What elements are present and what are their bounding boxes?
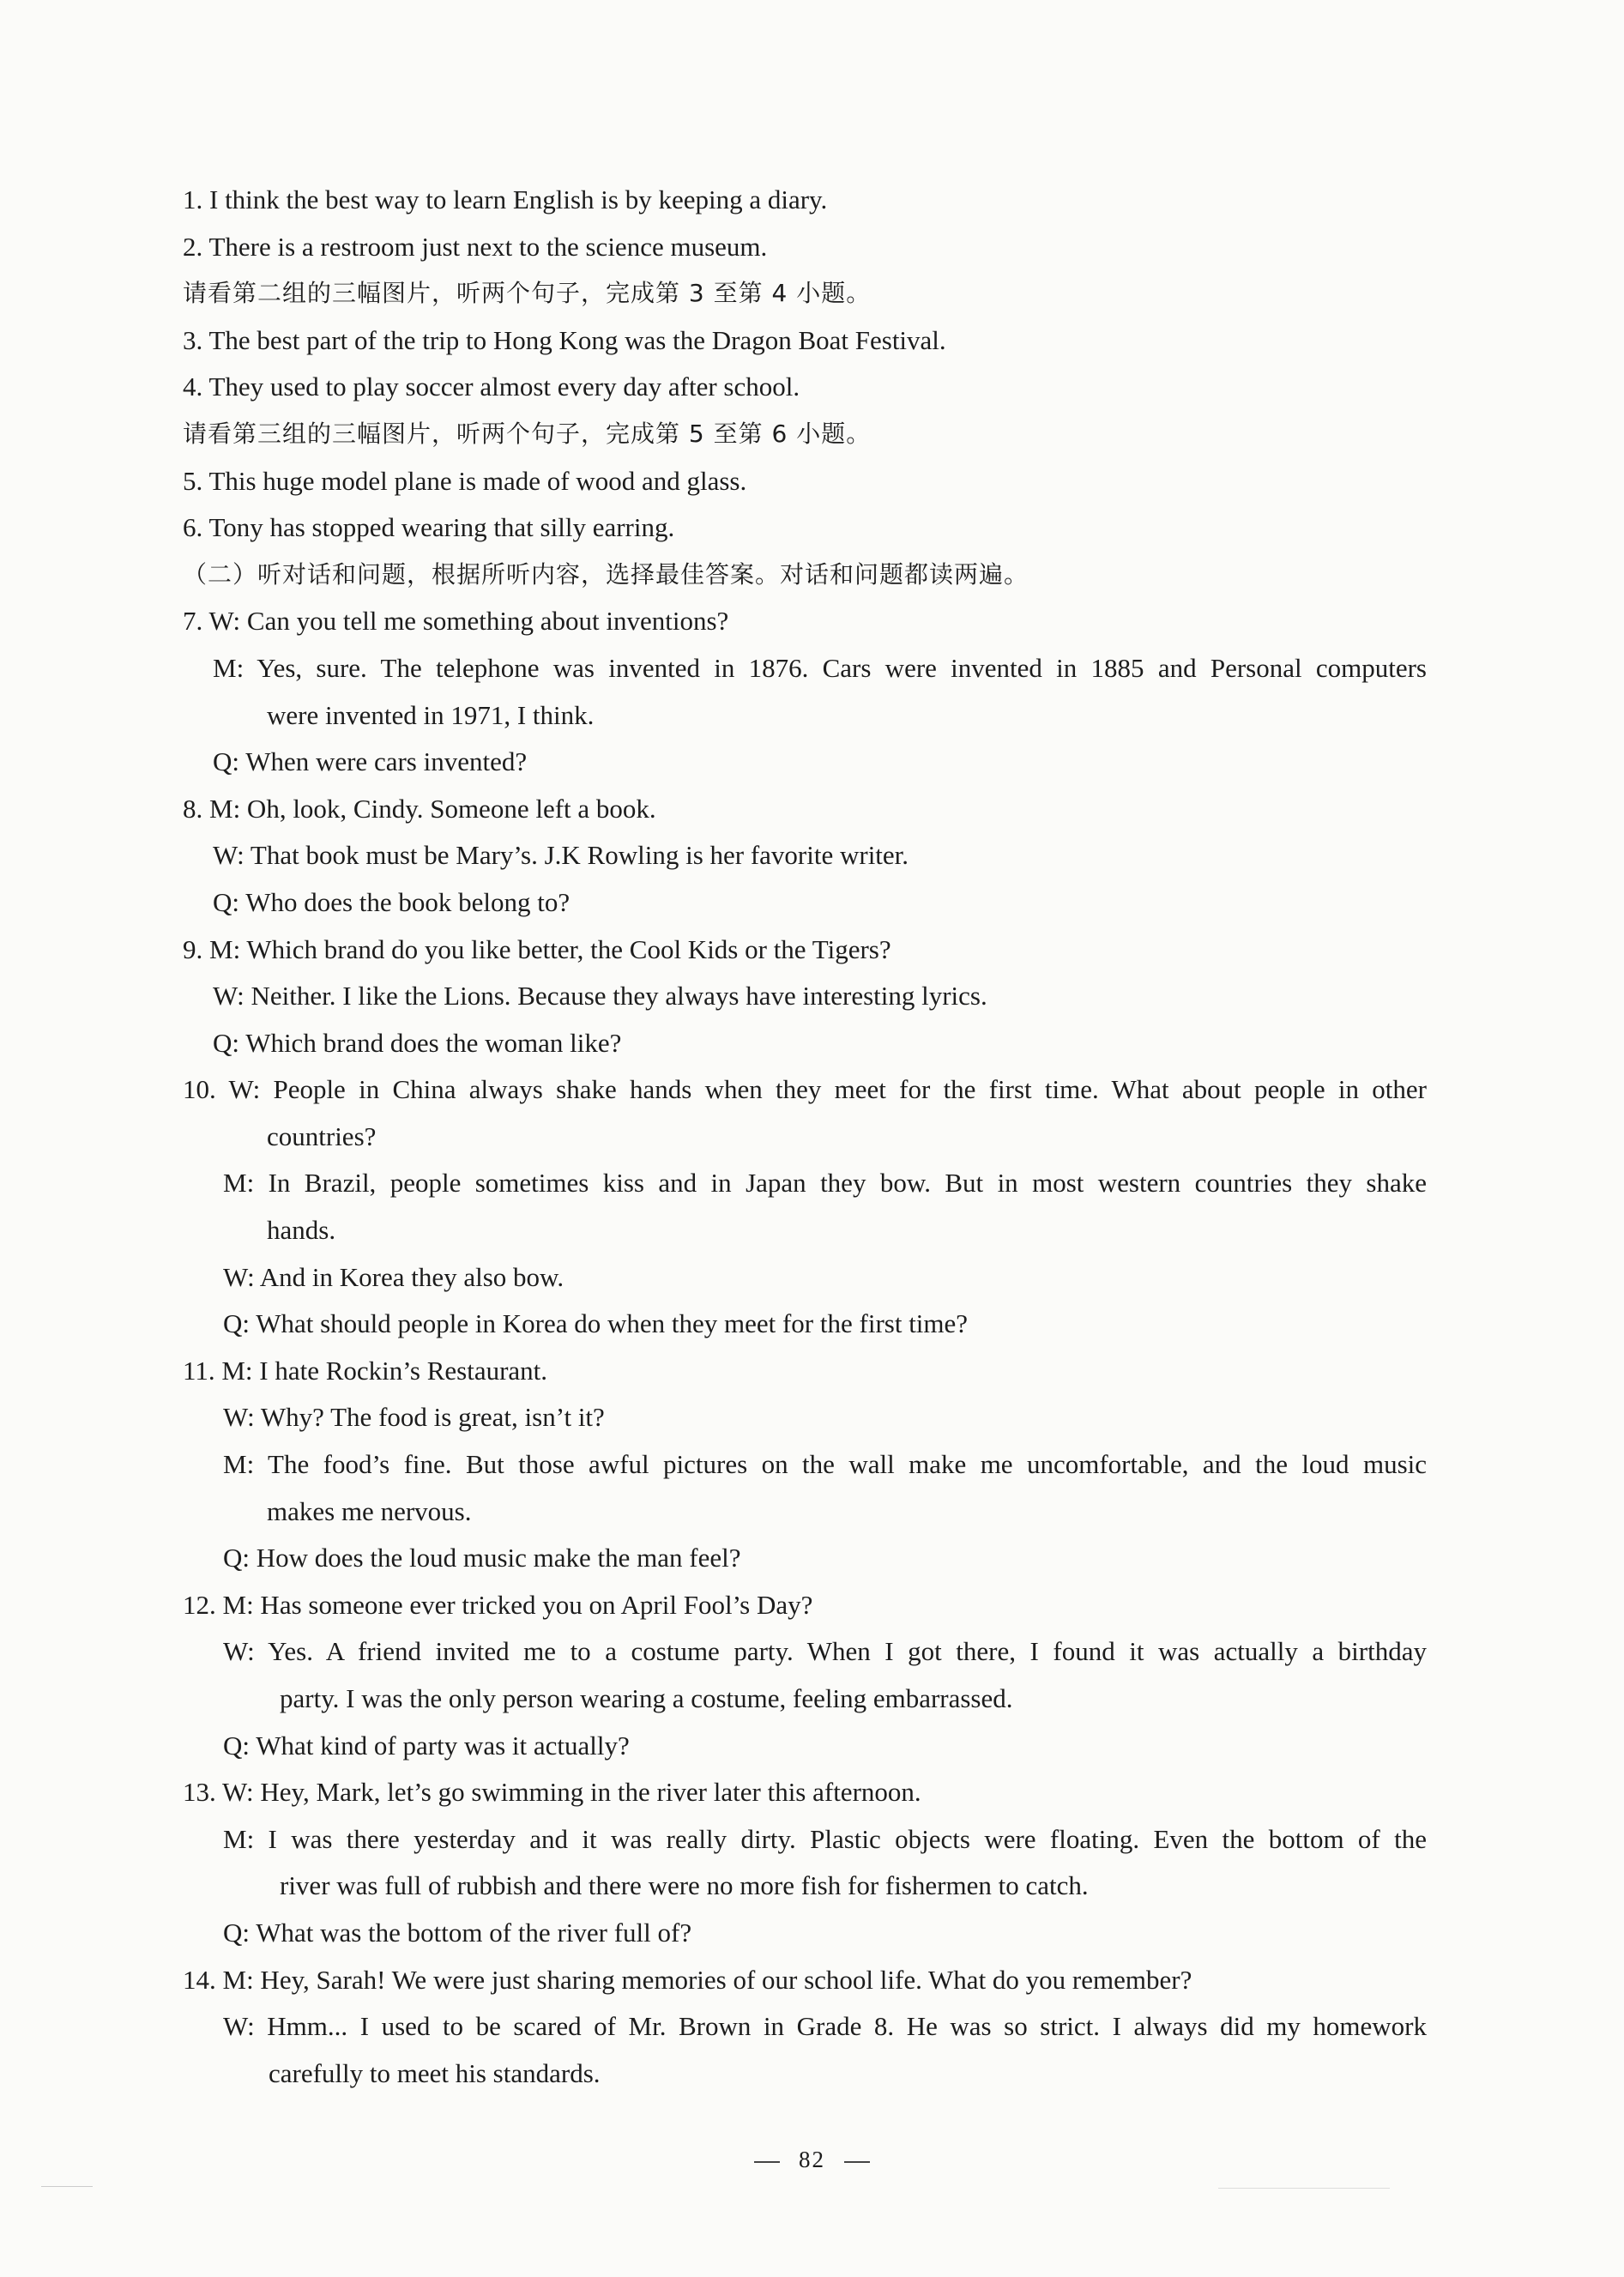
dialog-12-q: Q: What kind of party was it actually? bbox=[223, 1730, 630, 1761]
dialog-7-q: Q: When were cars invented? bbox=[213, 746, 528, 777]
section-2-heading: （二）听对话和问题，根据所听内容，选择最佳答案。对话和问题都读两遍。 bbox=[183, 559, 1029, 589]
dialog-10-q: Q: What should people in Korea do when they meet for the first time? bbox=[223, 1308, 969, 1339]
dialog-13-m: M: I was there yesterday and it was really dirty. Plastic objects were floating. Even the bottom of the bbox=[223, 1823, 1427, 1854]
sentence-1: 1. I think the best way to learn English is by keeping a diary. bbox=[183, 184, 828, 214]
dialog-7-m-cont: were invented in 1971, I think. bbox=[267, 699, 595, 730]
sentence-4: 4. They used to play soccer almost every day after school. bbox=[183, 371, 800, 402]
dialog-11-m2-cont: makes me nervous. bbox=[267, 1495, 472, 1526]
dialog-14-w-cont: carefully to meet his standards. bbox=[269, 2057, 601, 2088]
dialog-12-w: W: Yes. A friend invited me to a costume party. When I got there, I found it was actually a birthday bbox=[223, 1636, 1427, 1667]
page-footer bbox=[0, 2147, 1624, 2173]
dialog-7-w: 7. W: Can you tell me something about inventions? bbox=[183, 606, 729, 637]
scan-mark-right bbox=[1218, 2188, 1390, 2189]
dialog-8-q: Q: Who does the book belong to? bbox=[213, 886, 571, 917]
dialog-12-w-cont: party. I was the only person wearing a costume, feeling embarrassed. bbox=[280, 1683, 1013, 1713]
dialog-11-m2: M: The food’s fine. But those awful pictures on the wall make me uncomfortable, and the loud music bbox=[223, 1449, 1427, 1480]
dialog-14-w: W: Hmm... I used to be scared of Mr. Brown in Grade 8. He was so strict. I always did my homework bbox=[223, 2011, 1427, 2042]
dialog-10-m-cont: hands. bbox=[267, 1215, 336, 1246]
dialog-13-w: 13. W: Hey, Mark, let’s go swimming in the river later this afternoon. bbox=[183, 1777, 921, 1808]
scan-mark-left bbox=[41, 2186, 93, 2187]
dialog-10-w2: W: And in Korea they also bow. bbox=[223, 1261, 564, 1292]
dialog-13-m-cont: river was full of rubbish and there were no more fish for fishermen to catch. bbox=[280, 1870, 1089, 1901]
dialog-14-m: 14. M: Hey, Sarah! We were just sharing memories of our school life. What do you remember? bbox=[183, 1964, 1192, 1995]
dialog-12-m: 12. M: Has someone ever tricked you on April Fool’s Day? bbox=[183, 1589, 813, 1620]
dialog-7-m: M: Yes, sure. The telephone was invented in 1876. Cars were invented in 1885 and Personal computers bbox=[213, 652, 1427, 683]
sentence-6: 6. Tony has stopped wearing that silly earring. bbox=[183, 512, 675, 543]
page-number: 82 bbox=[799, 2147, 825, 2172]
dialog-10-w: 10. W: People in China always shake hands when they meet for the first time. What about people in other bbox=[183, 1074, 1427, 1105]
sentence-2: 2. There is a restroom just next to the science museum. bbox=[183, 231, 768, 262]
dialog-9-m: 9. M: Which brand do you like better, the Cool Kids or the Tigers? bbox=[183, 933, 891, 964]
instruction-group-3: 请看第三组的三幅图片，听两个句子，完成第 5 至第 6 小题。 bbox=[183, 419, 872, 448]
dialog-10-m: M: In Brazil, people sometimes kiss and in Japan they bow. But in most western countries they shake bbox=[223, 1168, 1427, 1199]
dialog-9-w: W: Neither. I like the Lions. Because they always have interesting lyrics. bbox=[213, 981, 987, 1012]
dialog-10-w-cont: countries? bbox=[267, 1120, 377, 1151]
footer-dash-left bbox=[754, 2161, 780, 2163]
dialog-9-q: Q: Which brand does the woman like? bbox=[213, 1027, 622, 1058]
dialog-13-q: Q: What was the bottom of the river full of? bbox=[223, 1917, 692, 1948]
sentence-3: 3. The best part of the trip to Hong Kong was the Dragon Boat Festival. bbox=[183, 324, 946, 355]
dialog-8-m: 8. M: Oh, look, Cindy. Someone left a book. bbox=[183, 793, 656, 824]
sentence-5: 5. This huge model plane is made of wood and glass. bbox=[183, 465, 747, 496]
footer-dash-right bbox=[844, 2161, 870, 2163]
dialog-8-w: W: That book must be Mary’s. J.K Rowling is her favorite writer. bbox=[213, 840, 909, 871]
instruction-group-2: 请看第二组的三幅图片，听两个句子，完成第 3 至第 4 小题。 bbox=[183, 279, 872, 308]
dialog-11-w: W: Why? The food is great, isn’t it? bbox=[223, 1402, 605, 1433]
dialog-11-q: Q: How does the loud music make the man feel? bbox=[223, 1543, 741, 1573]
transcript-body bbox=[183, 177, 1427, 2097]
dialog-11-m: 11. M: I hate Rockin’s Restaurant. bbox=[183, 1355, 548, 1386]
